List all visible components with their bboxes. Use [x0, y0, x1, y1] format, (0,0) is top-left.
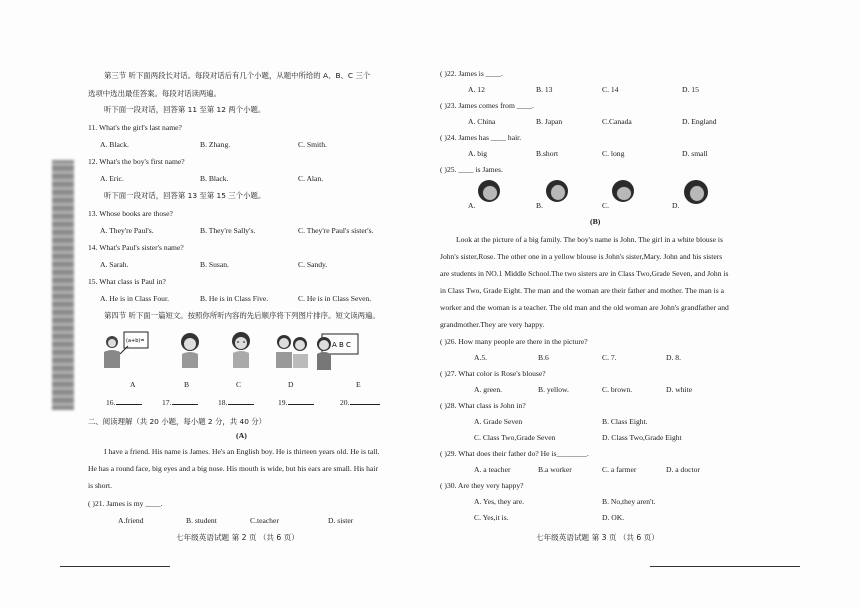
part2-title: 二、阅读理解（共 20 小题，每小题 2 分，共 40 分）	[88, 417, 267, 426]
q11-option-b[interactable]: B. Zhang.	[200, 140, 231, 149]
q30-option-d[interactable]: D. OK.	[602, 513, 625, 522]
q26-option-d[interactable]: D. 8.	[666, 353, 681, 362]
face-b-icon	[550, 184, 566, 201]
q23-option-d[interactable]: D. England	[682, 117, 717, 126]
question-27: ( )27. What color is Rose's blouse?	[440, 369, 546, 378]
q23-option-a[interactable]: A. China	[468, 117, 496, 126]
q21-option-d[interactable]: D. sister	[328, 516, 354, 525]
q28-option-c[interactable]: C. Class Two,Grade Seven	[474, 433, 556, 442]
q12-option-b[interactable]: B. Black.	[200, 174, 229, 183]
q23-option-c[interactable]: C.Canada	[602, 117, 632, 126]
svg-text:A B C: A B C	[332, 341, 351, 349]
picture-c	[232, 332, 250, 368]
q13-option-c[interactable]: C. They're Paul's sister's.	[298, 226, 374, 235]
q21-option-c[interactable]: C.teacher	[250, 516, 279, 525]
question-22: ( )22. James is ____.	[440, 69, 503, 78]
q22-option-c[interactable]: C. 14	[602, 85, 619, 94]
q26-option-c[interactable]: C. 7.	[602, 353, 617, 362]
svg-text:(a+b)=: (a+b)=	[126, 338, 145, 344]
q25-option-a[interactable]: A.	[468, 201, 476, 210]
dialog1-intro: 听下面一段对话，回答第 11 至第 12 两个小题。	[104, 105, 266, 114]
q24-option-a[interactable]: A. big	[468, 149, 487, 158]
q12-option-c[interactable]: C. Alan.	[298, 174, 324, 183]
picture-d	[276, 335, 308, 368]
q27-option-a[interactable]: A. green.	[474, 385, 503, 394]
q22-option-d[interactable]: D. 15	[682, 85, 699, 94]
question-13: 13. Whose books are those?	[88, 209, 173, 218]
q23-option-b[interactable]: B. Japan	[536, 117, 563, 126]
question-14: 14. What's Paul's sister's name?	[88, 243, 184, 252]
q13-option-a[interactable]: A. They're Paul's.	[100, 226, 154, 235]
passage-b-line-5: worker and the woman is a teacher. The old man and the old woman are John's grandfather and	[440, 303, 729, 312]
q11-option-c[interactable]: C. Smith.	[298, 140, 327, 149]
section3-title-cont: 选项中选出最佳答案。每段对话读两遍。	[88, 89, 222, 98]
passage-b-line-4: in Class Two, Grade Eight. The man and the woman are their father and mother. The man is a	[440, 286, 724, 295]
q28-option-a[interactable]: A. Grade Seven	[474, 417, 523, 426]
question-11: 11. What's the girl's last name?	[88, 123, 182, 132]
q14-option-a[interactable]: A. Sarah.	[100, 260, 129, 269]
picture-label-c: C	[236, 380, 242, 389]
picture-label-d: D	[288, 380, 294, 389]
question-24: ( )24. James has ____ hair.	[440, 133, 522, 142]
question-12: 12. What's the boy's first name?	[88, 157, 185, 166]
question-15: 15. What class is Paul in?	[88, 277, 166, 286]
passage-b-line-1: Look at the picture of a big family. The boy's name is John. The girl in a white blouse is	[456, 235, 723, 244]
picture-e	[317, 334, 358, 370]
q25-option-d[interactable]: D.	[672, 201, 680, 210]
q29-option-b[interactable]: B.a worker	[538, 465, 572, 474]
blank-16-label: 16.	[106, 398, 116, 407]
q30-option-c[interactable]: C. Yes,it is.	[474, 513, 509, 522]
passage-a-line-2: He has a round face, big eyes and a big nose. His mouth is wide, but his ears are small. His hair	[88, 464, 378, 473]
passage-a-label: (A)	[236, 431, 247, 440]
picture-label-b: B	[184, 380, 190, 389]
q22-option-b[interactable]: B. 13	[536, 85, 553, 94]
q25-option-b[interactable]: B.	[536, 201, 543, 210]
passage-a-line-1: I have a friend. His name is James. He's an English boy. He is thirteen years old. He is tall.	[104, 447, 380, 456]
q15-option-b[interactable]: B. He is in Class Five.	[200, 294, 269, 303]
answer-blank-16[interactable]	[106, 399, 142, 407]
q24-option-c[interactable]: C. long	[602, 149, 625, 158]
q24-option-b[interactable]: B.short	[536, 149, 559, 158]
passage-b-line-6: grandmother.They are very happy.	[440, 320, 545, 329]
picture-b	[181, 333, 199, 368]
q25-option-c[interactable]: C.	[602, 201, 609, 210]
q30-option-a[interactable]: A. Yes, they are.	[474, 497, 524, 506]
q11-option-a[interactable]: A. Black.	[100, 140, 129, 149]
question-21: ( )21. James is my ____.	[88, 499, 163, 508]
left-page-footer: 七年级英语试题 第 2 页 （共 6 页）	[176, 533, 299, 542]
dialog2-intro: 听下面一段对话，回答第 13 至第 15 三个小题。	[104, 191, 266, 200]
q21-option-a[interactable]: A.friend	[118, 516, 144, 525]
q12-option-a[interactable]: A. Eric.	[100, 174, 124, 183]
q27-option-b[interactable]: B. yellow.	[538, 385, 569, 394]
picture-label-a: A	[130, 380, 136, 389]
question-23: ( )23. James comes from ____.	[440, 101, 534, 110]
passage-b-line-3: are students in NO.1 Middle School.The two sisters are in Class Two,Grade Seven, and John is	[440, 269, 729, 278]
face-d-icon	[689, 185, 705, 202]
q29-option-d[interactable]: D. a doctor	[666, 465, 700, 474]
blank-20-label: 20.	[340, 398, 350, 407]
question-28: ( )28. What class is John in?	[440, 401, 526, 410]
answer-blank-20[interactable]	[340, 399, 380, 407]
question-30: ( )30. Are they very happy?	[440, 481, 524, 490]
answer-blank-17[interactable]	[162, 399, 198, 407]
q28-option-d[interactable]: D. Class Two,Grade Eight	[602, 433, 682, 442]
q15-option-c[interactable]: C. He is in Class Seven.	[298, 294, 372, 303]
question-29: ( )29. What does their father do? He is________.	[440, 449, 589, 458]
q21-option-b[interactable]: B. student	[186, 516, 217, 525]
q24-option-d[interactable]: D. small	[682, 149, 708, 158]
picture-label-e: E	[356, 380, 361, 389]
q29-option-a[interactable]: A. a teacher	[474, 465, 511, 474]
q22-option-a[interactable]: A. 12	[468, 85, 485, 94]
blank-18-label: 18.	[218, 398, 228, 407]
face-a-icon	[482, 185, 498, 201]
question-26: ( )26. How many people are there in the picture?	[440, 337, 588, 346]
section4-title: 第四节 听下面一篇短文。按照你所听内容的先后顺序将下列图片排序。短文读两遍。	[104, 311, 380, 320]
right-page-footer: 七年级英语试题 第 3 页 （共 6 页）	[536, 533, 659, 542]
face-c-icon	[616, 186, 632, 201]
scan-artifact	[52, 160, 74, 410]
q14-option-c[interactable]: C. Sandy.	[298, 260, 328, 269]
q27-option-c[interactable]: C. brown.	[602, 385, 633, 394]
bottom-rule-right	[650, 566, 800, 567]
answer-blank-19[interactable]	[278, 399, 314, 407]
answer-blank-18[interactable]	[218, 399, 254, 407]
q28-option-b[interactable]: B. Class Eight.	[602, 417, 648, 426]
blank-17-label: 17.	[162, 398, 172, 407]
q15-option-a[interactable]: A. He is in Class Four.	[100, 294, 169, 303]
listening-pictures	[98, 328, 398, 376]
question-25: ( )25. ____ is James.	[440, 165, 503, 174]
q26-option-b[interactable]: B.6	[538, 353, 549, 362]
section3-title: 第三节 听下面两段长对话。每段对话后有几个小题，从题中所给的 A、B、C 三个	[104, 71, 371, 80]
bottom-rule-left	[60, 566, 170, 567]
q30-option-b[interactable]: B. No,they aren't.	[602, 497, 656, 506]
picture-a	[104, 332, 148, 368]
q13-option-b[interactable]: B. They're Sally's.	[200, 226, 256, 235]
passage-b-label: (B)	[590, 217, 601, 226]
passage-a-line-3: is short.	[88, 481, 113, 490]
passage-b-line-2: John's sister,Rose. The other one in a yellow blouse is John's sister,Mary. John and his sisters	[440, 252, 723, 261]
q29-option-c[interactable]: C. a farmer	[602, 465, 637, 474]
q27-option-d[interactable]: D. white	[666, 385, 693, 394]
q26-option-a[interactable]: A.5.	[474, 353, 488, 362]
blank-19-label: 19.	[278, 398, 288, 407]
q14-option-b[interactable]: B. Susan.	[200, 260, 229, 269]
